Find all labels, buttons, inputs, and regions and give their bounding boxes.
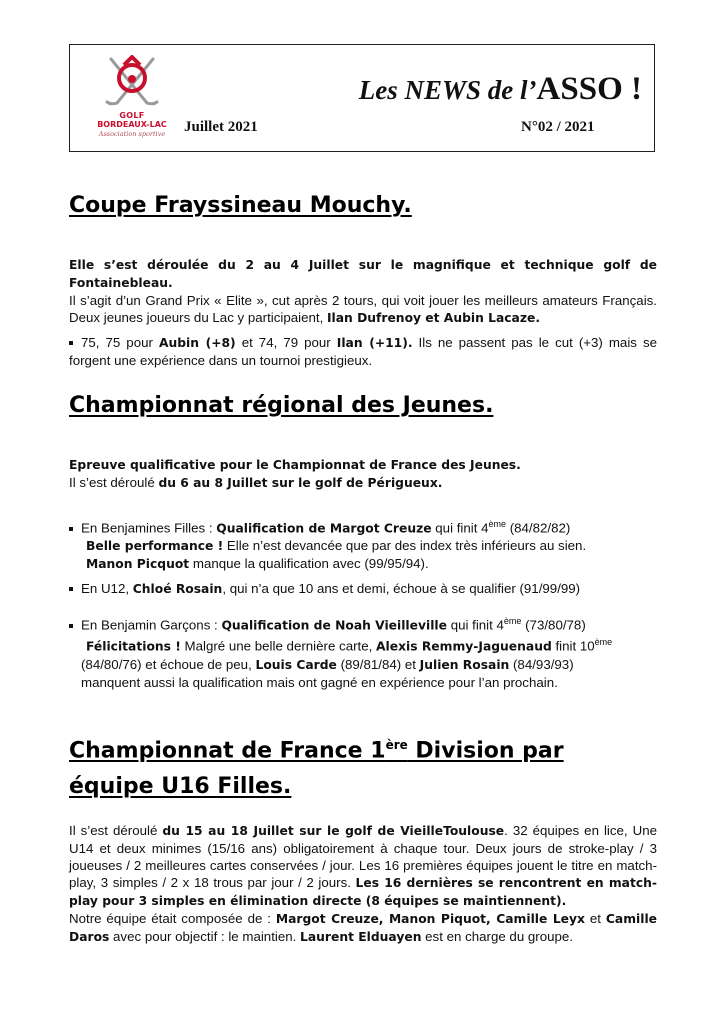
text: avec pour objectif : le maintien.	[109, 929, 301, 944]
text: Il s’agit d’un Grand Prix « Elite », cut après 2 tours, qui voit jouer les meilleurs amateurs Français. Deux jeunes joueurs du Lac y participaient,	[69, 293, 657, 325]
text: Belle performance !	[86, 539, 224, 554]
issue-date: Juillet 2021	[184, 119, 258, 135]
paragraph-s1-results	[69, 334, 657, 369]
section-title-championnat-france-line1	[69, 738, 564, 763]
text: manquent aussi la qualification mais ont gagné en expérience pour l’an prochain.	[81, 674, 558, 690]
list-item-benjamin-garcons	[69, 613, 657, 691]
text: du 15 au 18 Juillet sur le golf de VieilleToulouse	[162, 824, 505, 838]
text: sur le magnifique et technique golf de Fontainebleau.	[69, 258, 658, 290]
paragraph-s2-intro	[69, 456, 657, 492]
logo-text-golf: GOLF	[119, 111, 145, 120]
title-part1: Les NEWS de l’	[358, 75, 537, 105]
golf-emblem-icon	[89, 53, 175, 113]
text: Manon Picquot	[86, 557, 190, 572]
text: Division par	[407, 738, 564, 764]
bullet-icon	[69, 341, 73, 345]
text: Les 16 dernières se rencontrent en match-play pour 3 simples en élimination directe (8 équipes se maintiennent).	[69, 876, 657, 908]
text: Chloé Rosain	[132, 582, 223, 596]
text: (84/80/76) et échoue de peu,	[81, 656, 256, 672]
text: En Benjamines Filles :	[81, 520, 217, 536]
text: Margot Creuze, Manon Piquot, Camille Leyx	[275, 912, 585, 926]
text: et 74, 79 pour	[235, 335, 337, 350]
text: Elle n’est devancée que par des index très inférieurs au sien.	[223, 538, 587, 554]
text: , qui n’a que 10 ans et demi, échoue à se qualifier (91/99/99)	[222, 581, 581, 596]
text: Il s’est déroulé	[69, 823, 163, 838]
logo-text-association: Association sportive	[98, 130, 166, 138]
text: Epreuve qualificative pour le Championnat de France des Jeunes.	[69, 458, 521, 472]
text: Ils ne passent pas le cut (+3) mais se forgent une expérience dans un tournoi prestigieux.	[69, 335, 657, 368]
paragraph-s3-details	[69, 822, 657, 946]
text: finit 10	[551, 638, 595, 654]
text: (73/80/78)	[521, 617, 586, 633]
text: En U12,	[81, 581, 133, 596]
text: En Benjamin Garçons :	[81, 617, 222, 633]
text: qui finit 4	[431, 520, 489, 536]
text: 75, 75 pour	[81, 335, 159, 350]
text: ème	[503, 616, 522, 626]
text: Qualification de Margot Creuze	[216, 521, 432, 536]
text: Elle s’est déroulée du 2 au 4 Juillet	[69, 258, 359, 272]
text: Ilan (+11).	[336, 336, 413, 350]
text: qui finit 4	[447, 617, 504, 633]
bullet-icon	[69, 527, 73, 531]
newsletter-header	[69, 44, 655, 152]
bullet-icon	[69, 587, 73, 591]
text: Laurent Elduayen	[300, 930, 422, 944]
paragraph-s1-intro	[69, 256, 657, 327]
section-title-championnat-france-line2: équipe U16 Filles.	[69, 774, 292, 799]
issue-number: N°02 / 2021	[521, 119, 595, 135]
text: . 32 équipes en lice, Une U14 et deux minimes (15/16 ans) obligatoirement à chaque tour. Deux jours de stroke-play / 3 joueuses / 2 meilleures cartes conservées / jour. Les 16 premières équipes jouent le titre en match-play, 3 simples / 2 x 18 trous par jour / 2 jours.	[69, 823, 657, 890]
text: (84/93/93)	[509, 656, 574, 672]
text: et	[584, 911, 606, 926]
text: est en charge du groupe.	[421, 929, 574, 944]
text: Notre équipe était composée de :	[69, 911, 276, 926]
text: Qualification de Noah Vieilleville	[221, 618, 447, 633]
text: Julien Rosain	[419, 657, 510, 672]
text: Aubin (+8)	[158, 336, 236, 350]
text: ème	[488, 519, 507, 529]
text: Félicitations !	[86, 639, 181, 654]
text: Il s’est déroulé	[69, 475, 159, 490]
section-title-championnat-regional: Championnat régional des Jeunes.	[69, 393, 494, 418]
text: Championnat de France 1	[69, 738, 386, 764]
text: (89/81/84) et	[336, 656, 420, 672]
text: Louis Carde	[255, 657, 337, 672]
text: Ilan Dufrenoy et Aubin Lacaze.	[326, 311, 541, 325]
bullet-icon	[69, 624, 73, 628]
title-part2: ASSO !	[536, 71, 642, 107]
club-logo	[89, 53, 175, 145]
text: manque la qualification avec (99/95/94).	[189, 556, 429, 572]
section-title-coupe-frayssineau: Coupe Frayssineau Mouchy.	[69, 193, 412, 218]
newsletter-title	[359, 71, 642, 108]
text: Alexis Remmy-Jaguenaud	[376, 639, 552, 654]
text: ème	[594, 637, 613, 648]
text: ère	[385, 738, 408, 752]
list-item-u12	[69, 580, 657, 598]
text: (84/82/82)	[506, 520, 571, 536]
list-item-benjamines	[69, 516, 657, 573]
text: du 6 au 8 Juillet sur le golf de Périgueux.	[158, 476, 443, 490]
text: Malgré une belle dernière carte,	[180, 638, 376, 654]
logo-text-club: BORDEAUX-LAC	[97, 120, 167, 129]
text: Camille Daros	[69, 912, 658, 944]
